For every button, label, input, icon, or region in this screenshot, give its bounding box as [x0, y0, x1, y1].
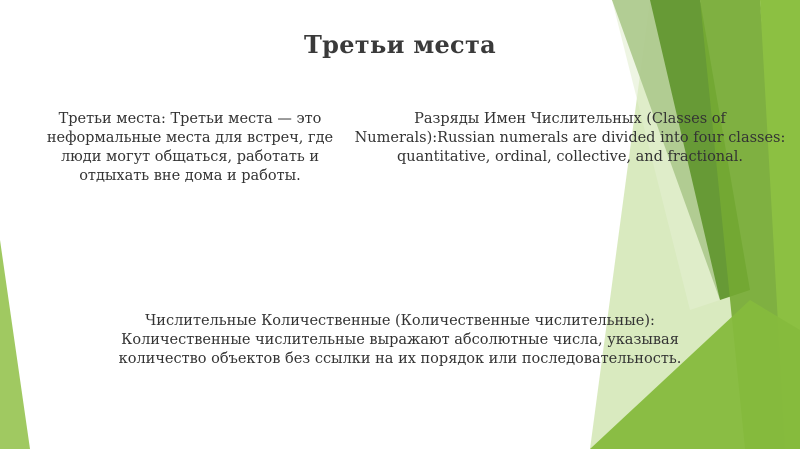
bottom-text-block: Числительные Количественные (Количественные числительные): Количественные числительные выражают абсолютные числа, указывая количество объектов без ссылки на их порядок или последовательность. — [118, 313, 682, 367]
left-text-block: Третьи места: Третьи места — это неформальные места для встреч, где люди могут общаться, работать и отдыхать вне дома и работы. — [46, 111, 334, 184]
left-edge-facet — [0, 240, 30, 449]
right-text-block: Разряды Имен Числительных (Classes of Numerals):Russian numerals are divided into four classes: quantitative, ordinal, collective, and fractional. — [354, 111, 786, 165]
slide-title: Третьи места — [304, 30, 496, 59]
